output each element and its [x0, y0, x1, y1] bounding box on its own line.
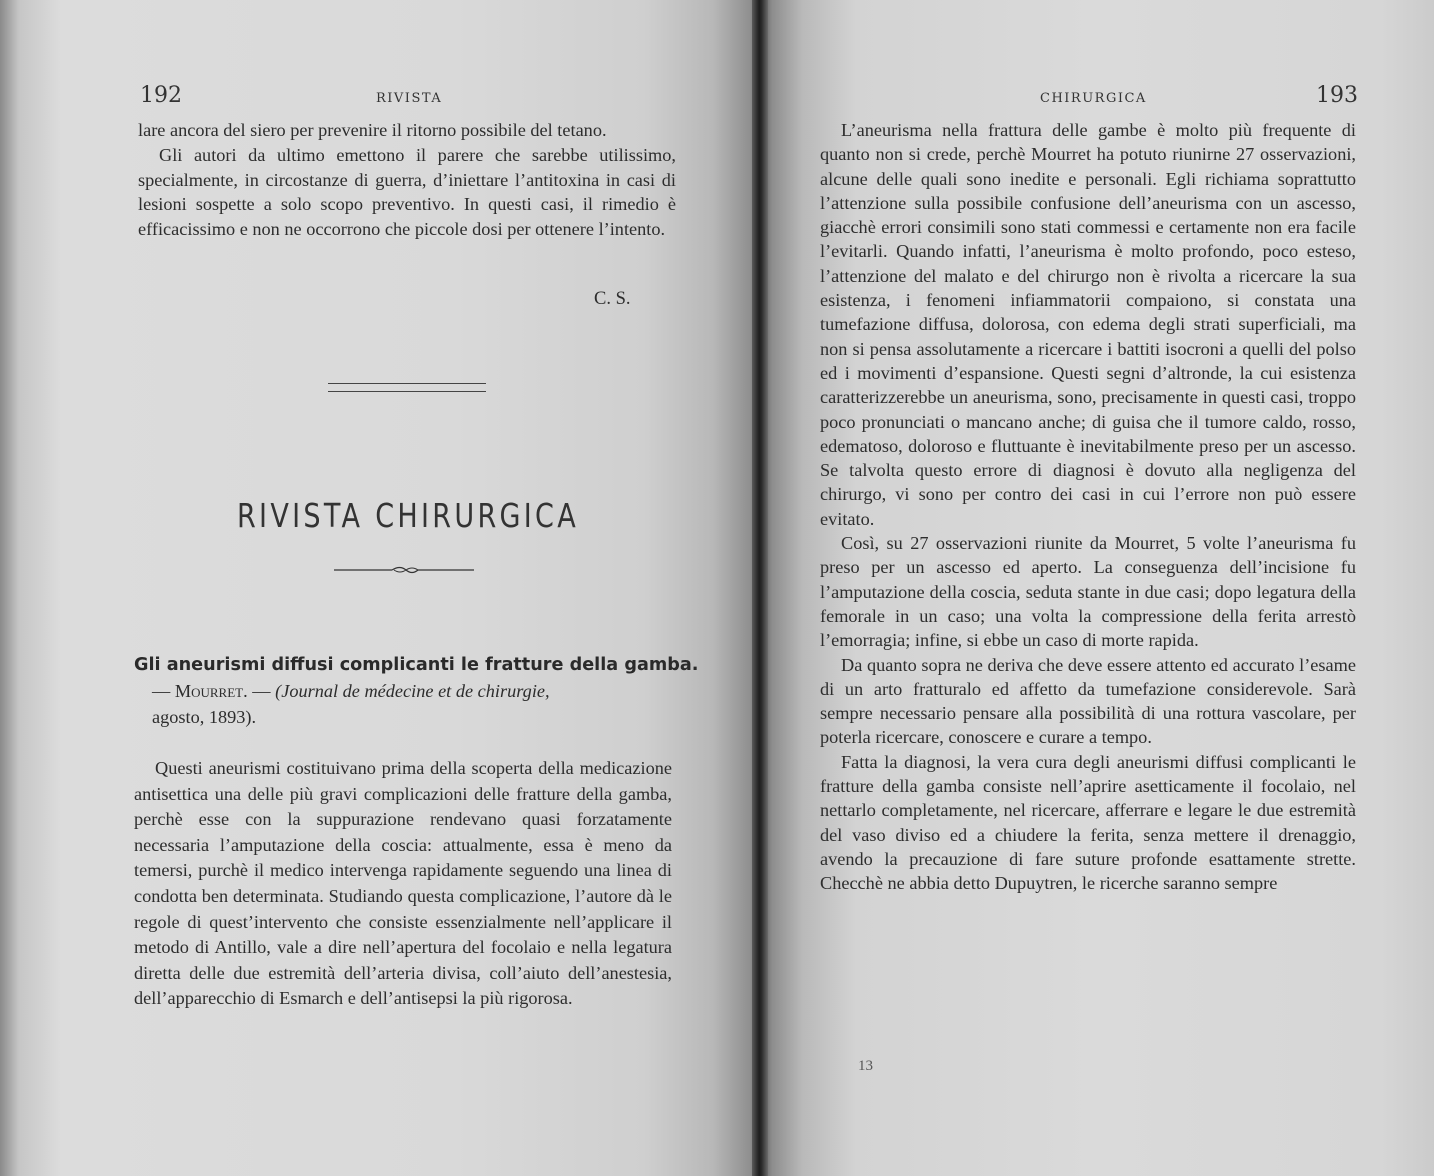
citation-journal: (Journal de médecine et de chirurgie,	[275, 681, 550, 701]
right-paragraph-2: Così, su 27 osservazioni riunite da Mourret, 5 volte l’aneurisma fu preso per un ascesso ed aperto. La conseguenza dell’incisione fu l’amputazione della coscia, seduta stante in due casi; dopo legatura della femorale in un caso; una volta la compressione della ferita arrestò l’emorragia; infine, si ebbe un caso di morte rapida.	[820, 533, 1356, 651]
right-body-text	[820, 118, 1356, 896]
article-body-paragraph: Questi aneurismi costituivano prima della scoperta della medicazione antisettica una delle più gravi complicazioni delle fratture della gamba, perchè esse con la suppurazione rendevano quasi forzatamente necessaria l’amputazione della coscia: attualmente, essa è meno da temersi, purchè il medico intervenga rapidamente seguendo una linea di condotta ben determinata. Studiando questa complicazione, l’autore dà le regole di quest’intervento che consiste essenzialmente nell’applicare il metodo di Antillo, vale a dire nell’apertura del focolaio e nella legatura diretta delle due estremità dell’arteria divisa, coll’aiuto dell’anestesia, dell’apparecchio di Esmarch e dell’antisepsi la più rigorosa.	[134, 758, 672, 1009]
right-paragraph-4: Fatta la diagnosi, la vera cura degli aneurismi diffusi complicanti le fratture della gamba consiste nell’aprire asetticamente il focolaio, nel nettarlo completamente, nel ricercare, afferrare e legare le due estremità del vaso diviso ed a chiudere la ferita, senza mettere il drenaggio, avendo la precauzione di fare suture profonde esattamente strette. Checchè ne abbia detto Dupuytren, le ricerche saranno sempre	[820, 751, 1356, 894]
citation-separator: . —	[243, 681, 271, 701]
page-number-right: 193	[1316, 83, 1358, 108]
right-paragraph-1: L’aneurisma nella frattura delle gambe è molto più frequente di quanto non si crede, perchè Mourret ha potuto riunirne 27 osservazioni, alcune delle quali sono inedite e personali. Egli richiama soprattutto l’attenzione sulla possibile confusione dell’aneurisma con un ascesso, giacchè errori consimili sono stati commessi e certamente non era facile l’evitarli. Quando infatti, l’aneurisma è molto profondo, poco esteso, l’attenzione del malato e del chirurgo non è rivolta a ricercare la sua esistenza, i fenomeni infiammatorii compaiono, si constata una tumefazione diffusa, dolorosa, con edema degli strati superficiali, ma non si pensa assolutamente a ricercare i battiti isocroni a quelli del polso ed i movimenti d’espansione. Questi segni d’altronde, la cui esistenza caratterizzerebbe un aneurisma, sono, precisamente in questi casi, troppo poco pronunciati o mancano anche; di guisa che il tumore caldo, rosso, edematoso, doloroso e fluttuante è inevitabilmente preso per un ascesso. Se talvolta questo errore di diagnosi è dovuto alla negligenza del chirurgo, vi sono per contro dei casi in cui l’errore non può essere evitato.	[820, 120, 1356, 529]
article-body	[134, 756, 672, 1012]
article-title: Gli aneurismi diffusi complicanti le fratture della gamba.	[134, 654, 699, 675]
signature-mark: 13	[858, 1058, 873, 1074]
double-rule-divider	[328, 383, 486, 392]
running-head-left: RIVISTA	[376, 91, 443, 106]
ornament-divider	[334, 563, 474, 577]
signature-initials: C. S.	[594, 289, 631, 309]
citation-dash: —	[152, 681, 171, 701]
right-page	[762, 0, 1434, 1176]
running-head-right: CHIRURGICA	[1040, 91, 1147, 106]
article-citation	[152, 678, 678, 730]
carryover-paragraph-1: lare ancora del siero per prevenire il ritorno possibile del tetano.	[138, 120, 607, 140]
carryover-text	[138, 118, 676, 242]
citation-date: agosto, 1893).	[152, 707, 257, 727]
citation-author: Mourret	[174, 681, 244, 701]
book-gutter	[752, 0, 768, 1176]
carryover-paragraph-2: Gli autori da ultimo emettono il parere che sarebbe utilissimo, specialmente, in circostanze di guerra, d’iniettare l’antitoxina in casi di lesioni sospette a solo scopo preventivo. In questi casi, il rimedio è efficacissimo e non ne occorrono che piccole dosi per ottenere l’intento.	[138, 144, 676, 240]
right-paragraph-3: Da quanto sopra ne deriva che deve essere attento ed accurato l’esame di un arto fratturalo ed affetto da tumefazione considerevole. Sarà sempre necessario pensare alla possibilità di una rottura vascolare, per poterla ricercare, conoscere e curare a tempo.	[820, 654, 1356, 748]
section-title: RIVISTA CHIRURGICA	[236, 496, 580, 535]
page-number-left: 192	[140, 83, 182, 108]
